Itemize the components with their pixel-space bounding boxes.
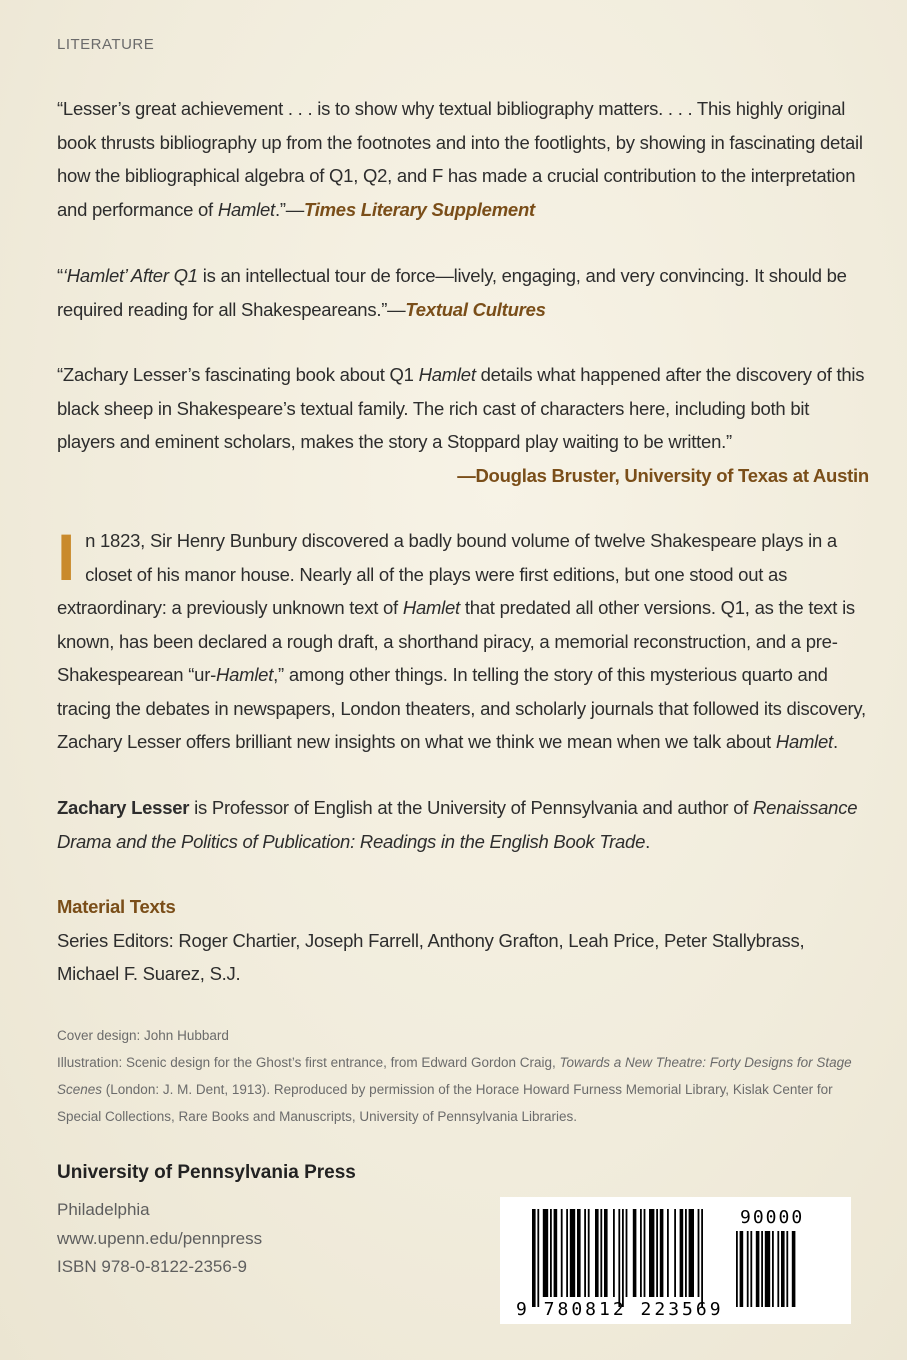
barcode-bar [792,1231,796,1307]
credits [57,1022,857,1130]
blurb-title: ‘Hamlet’ After Q1 [62,265,198,286]
blurb-text: details what happened after the discovery of this black sheep in Shakespeare’s textual family. The rich cast of characters here, including both bit players and eminent scholars, makes the story a Stoppard play waiting to be written.” [57,364,865,452]
barcode-digits: 9 780812 223569 [516,1299,724,1320]
blurb-bruster [57,358,869,492]
author-bio-text: is Professor of English at the University of Pennsylvania and author of [189,797,754,818]
barcode-bar [656,1209,658,1297]
barcode-bar [532,1209,536,1307]
blurb-text: is an intellectual tour de force—lively, engaging, and very convincing. It should be required reading for all Shakespeareans.”— [57,265,847,320]
illustration-credit-rest: (London: J. M. Dent, 1913). Reproduced by permission of the Horace Howard Furness Memorial Library, Kislak Center for Special Collections, Rare Books and Manuscripts, University of Pennsylvania Libraries. [57,1082,833,1124]
description-text: that predated all other versions. Q1, as the text is known, has been declared a rough draft, a shorthand piracy, a memorial reconstruction, and a pre-Shakespearean “ur- [57,597,855,685]
author-name: Zachary Lesser [57,797,190,818]
barcode-bar [644,1209,646,1297]
barcode-bar [747,1231,749,1307]
publisher-info [57,1196,262,1282]
publisher-url: www.upenn.edu/pennpress [57,1228,263,1248]
barcode-bar [537,1209,539,1307]
author-bio-end: . [645,830,651,852]
blurb-text: “Zachary Lesser’s fascinating book about Q1 [57,364,419,385]
barcode-bar [570,1209,575,1297]
author-bio [57,791,869,858]
barcode-bar [777,1231,779,1307]
illustration-credit: Illustration: Scenic design for the Ghost’s first entrance, from Edward Gordon Craig, [57,1055,560,1070]
barcode-bar [786,1231,788,1307]
barcode-bar [604,1209,608,1297]
barcode-bar [660,1209,664,1297]
blurb-text: “ [57,265,63,286]
description-text: ,” among other things. In telling the story of this mysterious quarto and tracing the debates in newspapers, London theaters, and scholarly journals that followed its discovery, Zachary Lesser offers brilliant new insights on what we think we mean when we talk about [57,664,866,752]
description-italic: Hamlet [402,597,460,618]
barcode-bar [750,1231,752,1307]
barcode-bar [618,1209,620,1307]
description-italic: Hamlet [775,731,833,752]
barcode-price-code: 90000 [740,1207,805,1228]
barcode-bar [566,1209,568,1297]
barcode-bar [685,1209,687,1297]
barcode-bar [633,1209,637,1297]
blurb-tls [57,92,869,226]
blurb-text: “Lesser’s great achievement . . . is to show why textual bibliography matters. . . . This highly original book thrusts bibliography up from the footnotes and into the footlights, by showing in fascinating detail how the bibliographical algebra of Q1, Q2, and F has made a crucial contribution to the interpretation and performance of [57,98,863,220]
barcode-bar [765,1231,770,1307]
publisher-city: Philadelphia [57,1200,150,1219]
barcode-bar [667,1209,669,1297]
barcode-bar [701,1209,703,1307]
barcode-bar [781,1231,785,1307]
blurb-text: .”— [274,198,304,220]
barcode-bar [740,1231,744,1307]
barcode-bar [600,1209,602,1297]
barcode-bar [588,1209,590,1297]
blurb-source: Times Literary Supplement [304,198,535,220]
author-book-title: Renaissance Drama and the Politics of Publication: Readings in the English Book Trade [57,797,858,852]
barcode-bar [698,1209,700,1297]
barcode-bar [772,1231,774,1307]
blurb-title: Hamlet [217,198,275,220]
drop-cap: I [57,520,76,594]
series-info [57,890,869,991]
illustration-source-title: Towards a New Theatre: Forty Designs for Stage Scenes [57,1055,852,1097]
barcode-bar [595,1209,599,1297]
barcode-bar [584,1209,586,1297]
barcode-bar [550,1209,552,1297]
blurb-attribution: —Douglas Bruster, University of Texas at Austin [457,464,869,486]
description-text: . [832,731,838,752]
barcode-bar [613,1209,615,1297]
barcode-bar [561,1209,563,1297]
cover-design-credit: Cover design: John Hubbard [57,1028,229,1043]
barcode-bar [577,1209,581,1297]
barcode-bar [543,1209,548,1297]
barcode-bar [622,1209,624,1307]
book-description [57,520,869,759]
isbn-barcode [500,1197,851,1324]
series-title: Material Texts [57,896,176,917]
barcode-bar [736,1231,738,1307]
barcode-bar [674,1209,676,1297]
barcode-bar [640,1209,642,1297]
category-label: LITERATURE [57,36,155,53]
series-editors: Series Editors: Roger Chartier, Joseph Farrell, Anthony Grafton, Leah Price, Peter Stallybrass, Michael F. Suarez, S.J. [57,929,805,984]
description-text: n 1823, Sir Henry Bunbury discovered a badly bound volume of twelve Shakespeare plays in a closet of his manor house. Nearly all of the plays were first editions, but one stood out as extraordinary: a previously unknown text of [57,530,837,618]
barcode-bar [756,1231,760,1307]
barcode-bar [554,1209,558,1297]
barcode-bar [761,1231,763,1307]
blurb-source: Textual Cultures [405,298,546,320]
publisher-name: University of Pennsylvania Press [57,1162,356,1183]
barcode-bar [689,1209,694,1297]
isbn: ISBN 978-0-8122-2356-9 [57,1257,247,1276]
barcode-bar [626,1209,628,1297]
barcode-bar [680,1209,684,1297]
blurb-textual-cultures [57,259,869,326]
barcode-bar [649,1209,654,1297]
blurb-title: Hamlet [418,364,476,385]
description-italic: Hamlet [216,664,274,685]
